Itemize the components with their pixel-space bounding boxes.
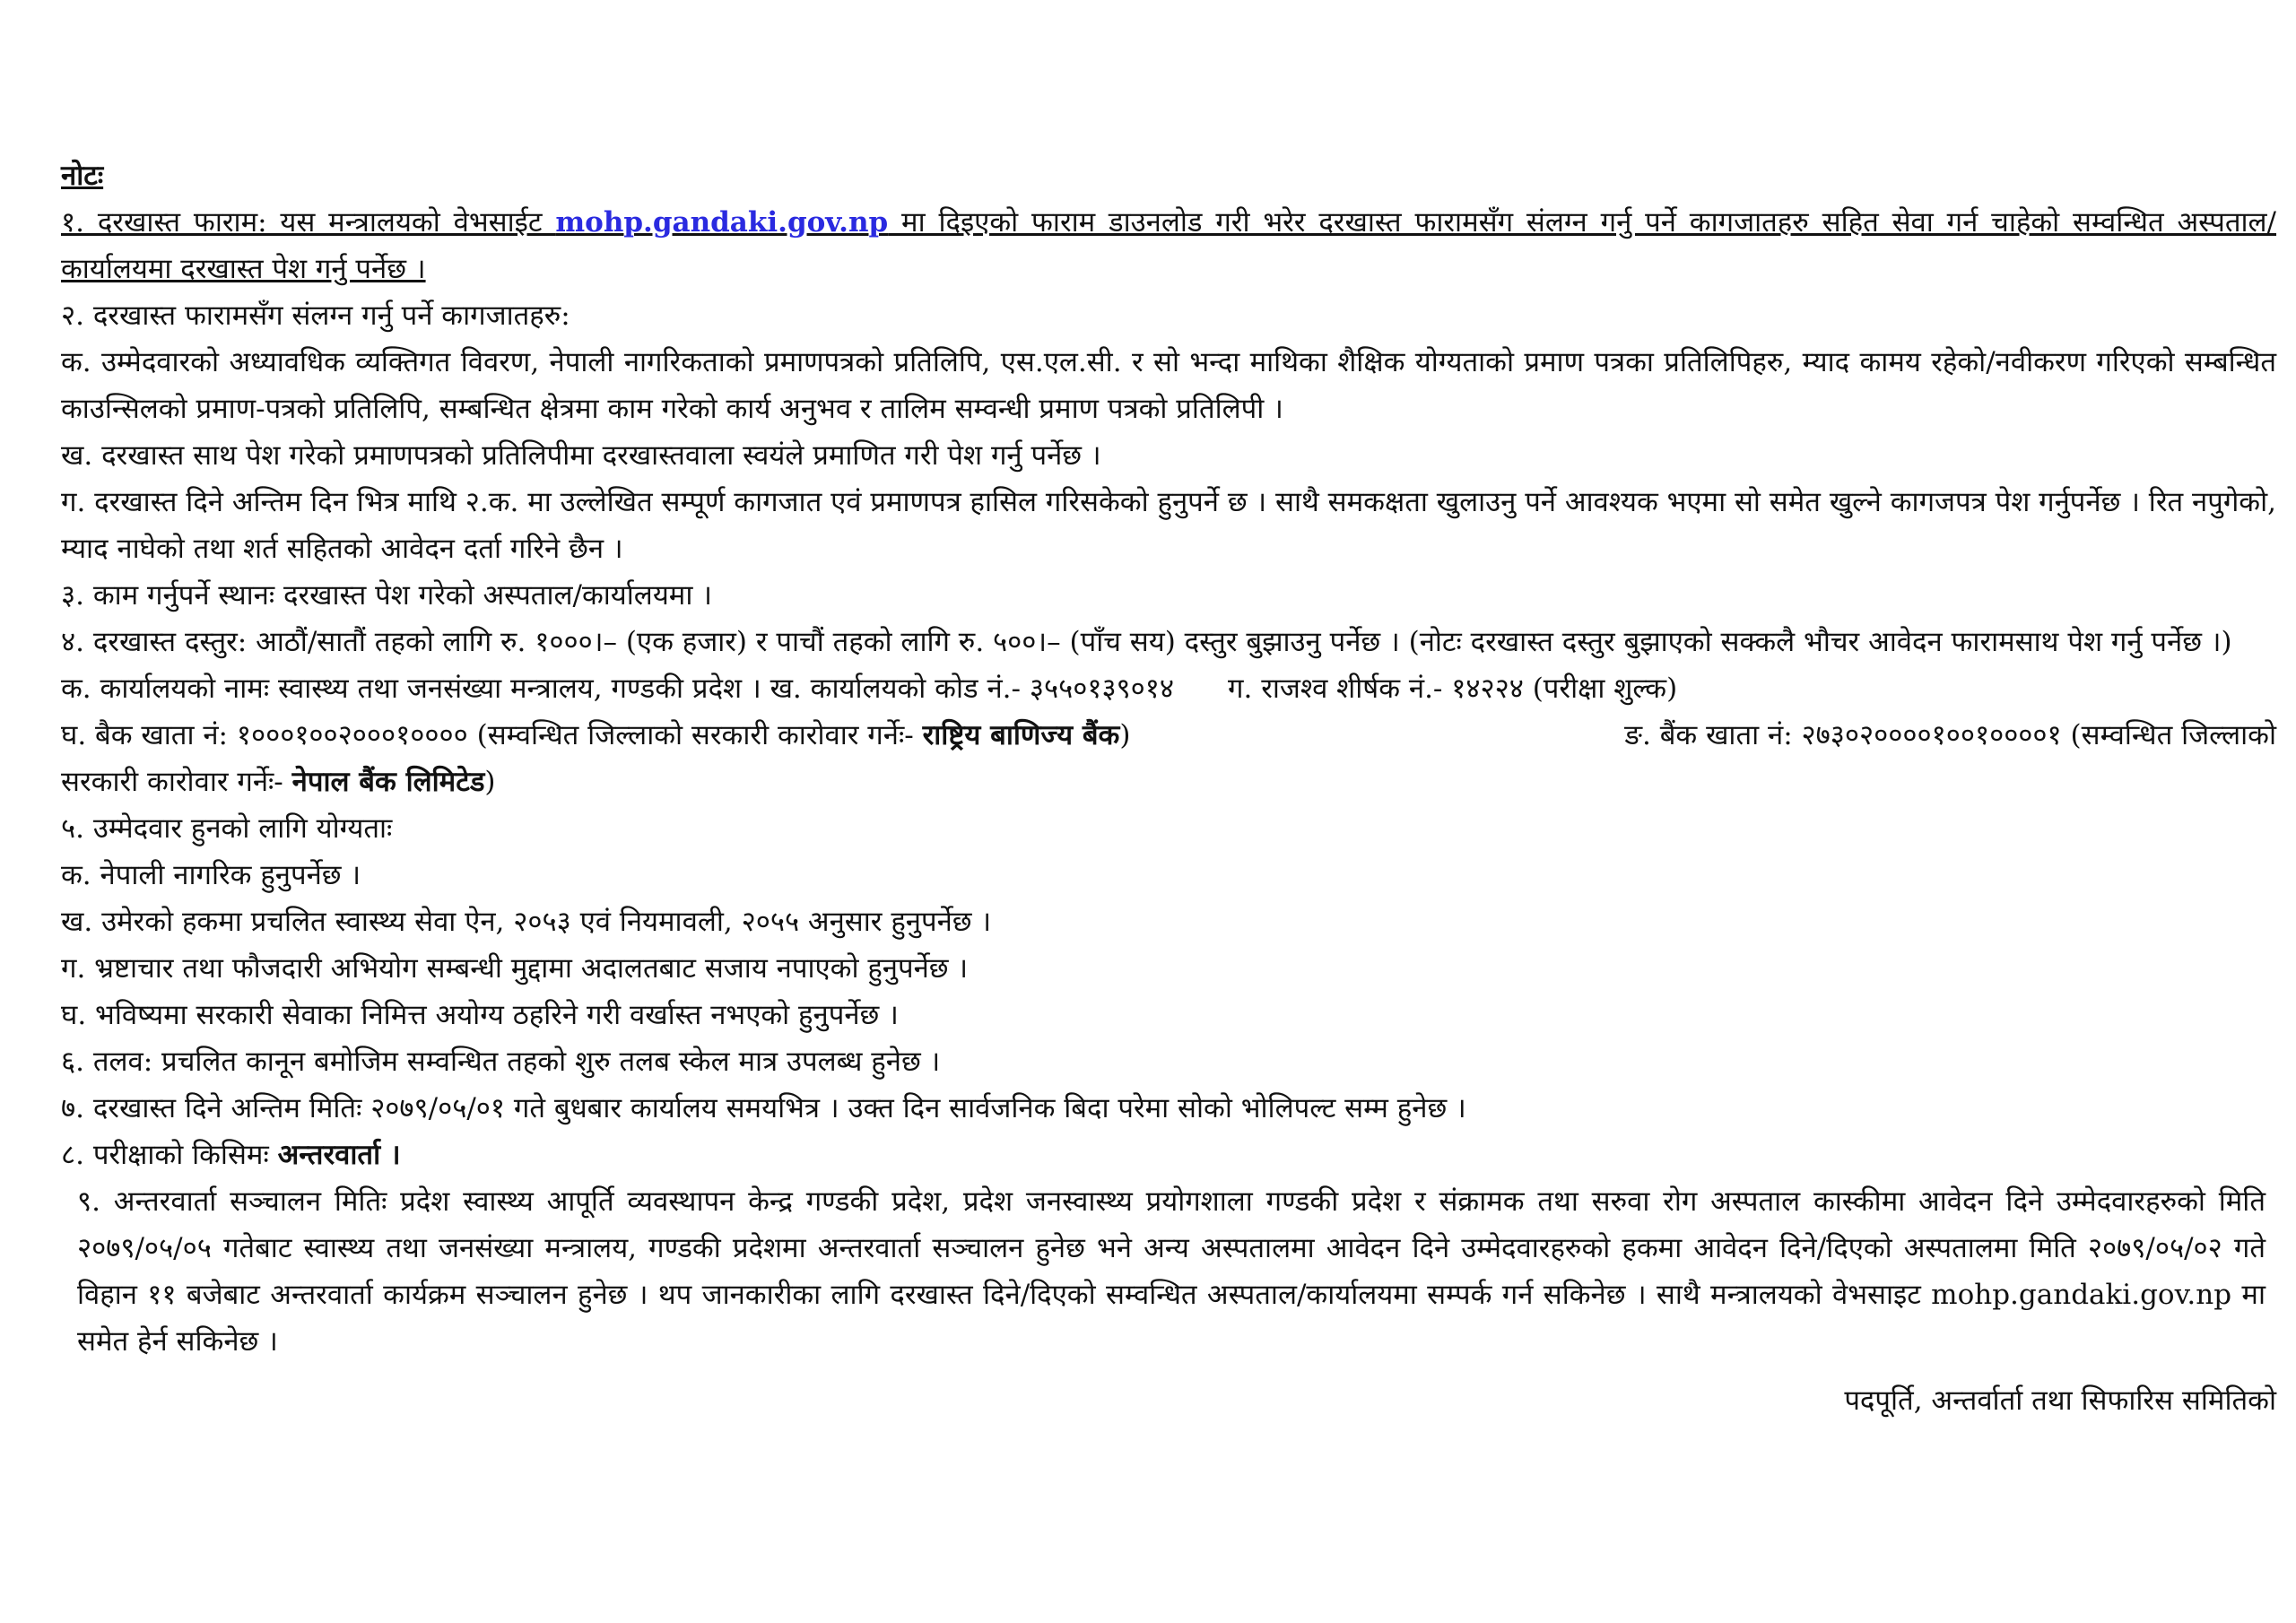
- bank-1-name: राष्ट्रिय बाणिज्य बैंक: [922, 719, 1120, 751]
- item-1-suffix: मा दिइएको फाराम डाउनलोड गरी भरेर दरखास्त फारामसँग संलग्न गर्नु पर्ने कागजातहरु सहित सेवा गर्न चाहेको सम्वन्धित अस्पताल/कार्यालयमा दरखास्त पेश गर्नु पर्नेछ ।: [61, 206, 2277, 285]
- office-name: क. कार्यालयको नामः स्वास्थ्य तथा जनसंख्या मन्त्रालय, गण्डकी प्रदेश । ख. कार्यालयको कोड नं.- ३५५०१३९०१४: [61, 673, 1175, 705]
- revenue-head: ग. राजश्व शीर्षक नं.- १४२२४ (परीक्षा शुल्क): [1228, 673, 1678, 705]
- item-5-ga: ग. भ्रष्टाचार तथा फौजदारी अभियोग सम्बन्धी मुद्दामा अदालतबाट सजाय नपाएको हुनुपर्नेछ ।: [61, 952, 969, 985]
- item-3-work-place: ३. काम गर्नुपर्ने स्थानः दरखास्त पेश गरेको अस्पताल/कार्यालयमा ।: [61, 579, 712, 612]
- item-4-fee: ४. दरखास्त दस्तुर: आठौं/सातौं तहको लागि रु. १०००।– (एक हजार) र पाचौं तहको लागि रु. ५००।– (पाँच सय) दस्तुर बुझाउनु पर्नेछ । (नोटः दरखास्त दस्तुर बुझाएको सक्कलै भौचर आवेदन फारामसाथ पेश गर्नु पर्नेछ ।): [61, 626, 2232, 658]
- item-8-prefix: ८. परीक्षाको किसिमः: [61, 1139, 278, 1171]
- office-info-row: [61, 665, 2276, 712]
- item-5-kha: ख. उमेरको हकमा प्रचलित स्वास्थ्य सेवा ऐन, २०५३ एवं नियमावली, २०५५ अनुसार हुनुपर्नेछ ।: [61, 906, 992, 938]
- note-title: नोटः: [61, 160, 104, 192]
- item-5-gha: घ. भविष्यमा सरकारी सेवाका निमित्त अयोग्य ठहरिने गरी वर्खास्त नभएको हुनुपर्नेछ ।: [61, 999, 899, 1031]
- ministry-website-link[interactable]: mohp.gandaki.gov.np: [555, 206, 889, 239]
- bank-account-2: ङ. बैंक खाता नं: २७३०२००००१००१००००१ (सम्वन्धित जिल्लाको: [1624, 719, 2276, 751]
- item-2-kha: ख. दरखास्त साथ पेश गरेको प्रमाणपत्रको प्रतिलिपीमा दरखास्तवाला स्वयंले प्रमाणित गरी पेश गर्नु पर्नेछ ।: [61, 439, 1101, 472]
- item-9-interview: ९. अन्तरवार्ता सञ्चालन मितिः प्रदेश स्वास्थ्य आपूर्ति व्यवस्थापन केन्द्र गण्डकी प्रदेश, प्रदेश जनस्वास्थ्य प्रयोगशाला गण्डकी प्रदेश र संक्रामक तथा सरुवा रोग अस्पताल कास्कीमा आवेदन दिने उम्मेदवारहरुको मिति २०७९/०५/०५ गतेबाट स्वास्थ्य तथा जनसंख्या मन्त्रालय, गण्डकी प्रदेशमा अन्तरवार्ता सञ्चालन हुनेछ भने अन्य अस्पतालमा आवेदन दिने उम्मेदवारहरुको हकमा आवेदन दिने/दिएको अस्पतालमा मिति २०७९/०५/०२ गते विहान ११ बजेबाट अन्तरवार्ता कार्यक्रम सञ्चालन हुनेछ । थप जानकारीका लागि दरखास्त दिने/दिएको सम्वन्धित अस्पताल/कार्यालयमा सम्पर्क गर्न सकिनेछ । साथै मन्त्रालयको वेभसाइट mohp.gandaki.gov.np मा समेत हेर्न सकिनेछ ।: [77, 1185, 2266, 1358]
- item-7-deadline: ७. दरखास्त दिने अन्तिम मितिः २०७९/०५/०१ गते बुधबार कार्यालय समयभित्र । उक्त दिन सार्वजनिक बिदा परेमा सोको भोलिपल्ट सम्म हुनेछ ।: [61, 1092, 1466, 1124]
- notice-document: [61, 152, 2276, 1424]
- item-2-heading: २. दरखास्त फारामसँग संलग्न गर्नु पर्ने कागजातहरु:: [61, 299, 570, 332]
- item-8-value: अन्तरवार्ता ।: [277, 1139, 401, 1171]
- bank-2-close: ): [484, 766, 496, 798]
- item-2-ka: क. उम्मेदवारको अध्यावधिक व्यक्तिगत विवरण, नेपाली नागरिकताको प्रमाणपत्रको प्रतिलिपि, एस.एल.सी. र सो भन्दा माथिका शैक्षिक योग्यताको प्रमाण पत्रका प्रतिलिपिहरु, म्याद कामय रहेको/नवीकरण गरिएको सम्बन्धित काउन्सिलको प्रमाण-पत्रको प्रतिलिपि, सम्बन्धित क्षेत्रमा काम गरेको कार्य अनुभव र तालिम सम्वन्धी प्रमाण पत्रको प्रतिलिपी ।: [61, 346, 2276, 425]
- bank-account-1-number: घ. बैक खाता नं: १०००१००२०००१०००० (सम्वन्धित जिल्लाको सरकारी कारोवार गर्नेः-: [61, 719, 923, 751]
- item-1-prefix: १. दरखास्त फाराम: यस मन्त्रालयको वेभसाईट: [61, 206, 556, 239]
- bank-account-1: [61, 712, 1130, 759]
- item-5-heading: ५. उम्मेदवार हुनको लागि योग्यताः: [61, 812, 393, 845]
- bank-account-2-continued: [61, 759, 2276, 805]
- bank-1-close: ): [1119, 719, 1131, 751]
- item-8-exam-type: [61, 1132, 2276, 1178]
- item-2-ga: ग. दरखास्त दिने अन्तिम दिन भित्र माथि २.क. मा उल्लेखित सम्पूर्ण कागजात एवं प्रमाणपत्र हासिल गरिसकेको हुनुपर्ने छ । साथै समकक्षता खुलाउनु पर्ने आवश्यक भएमा सो समेत खुल्ने कागजपत्र पेश गर्नुपर्नेछ । रित नपुगेको, म्याद नाघेको तथा शर्त सहितको आवेदन दर्ता गरिने छैन ।: [61, 486, 2276, 565]
- bank-accounts-row: [61, 712, 2276, 759]
- bank-2-name: नेपाल बैंक लिमिटेड: [291, 766, 485, 798]
- item-1-application-form: [61, 199, 2276, 292]
- item-5-ka: क. नेपाली नागरिक हुनुपर्नेछ ।: [61, 859, 361, 891]
- bank-2-prefix: सरकारी कारोवार गर्नेः-: [61, 766, 292, 798]
- signature-committee: पदपूर्ति, अन्तर्वार्ता तथा सिफारिस समितिको: [1844, 1384, 2276, 1417]
- item-6-salary: ६. तलव: प्रचलित कानून बमोजिम सम्वन्धित तहको शुरु तलब स्केल मात्र उपलब्ध हुनेछ ।: [61, 1046, 941, 1078]
